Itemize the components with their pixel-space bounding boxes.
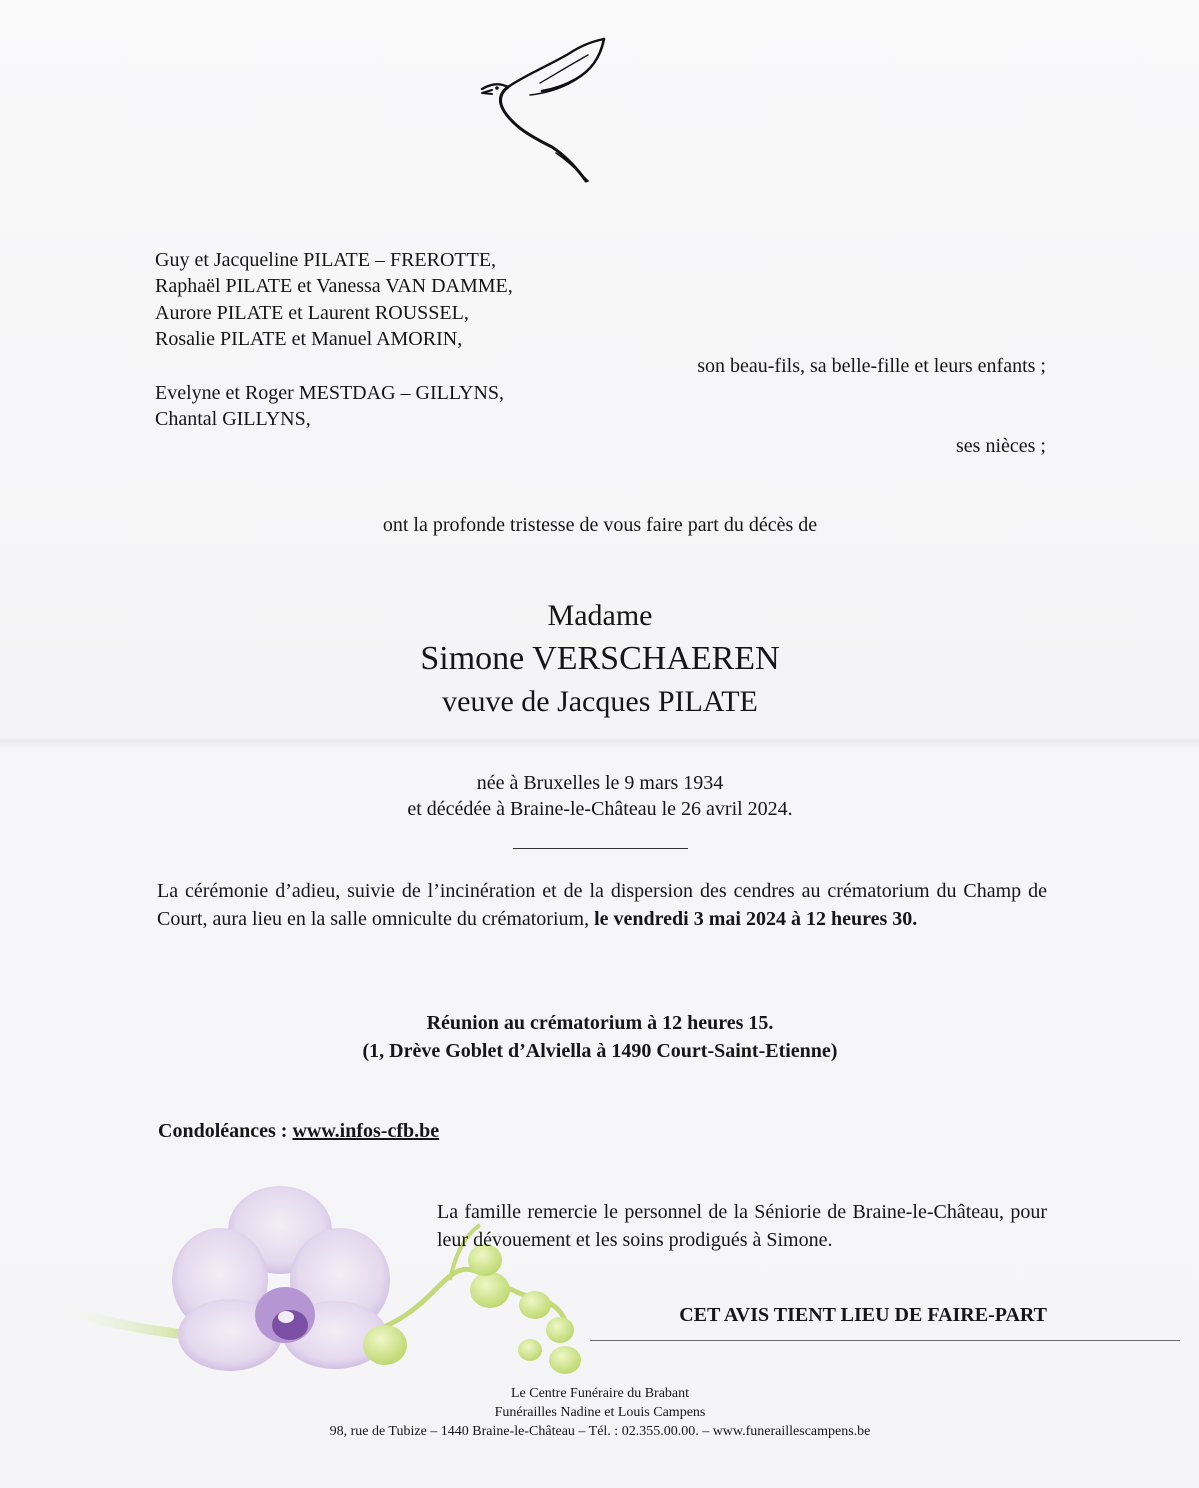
birth-info: née à Bruxelles le 9 mars 1934 bbox=[476, 772, 724, 794]
condolences-line bbox=[158, 1120, 439, 1143]
footer-names: Funérailles Nadine et Louis Campens bbox=[494, 1405, 706, 1420]
condolences-label: Condoléances : bbox=[158, 1120, 293, 1142]
family-member-line: Rosalie PILATE et Manuel AMORIN, bbox=[155, 328, 463, 350]
footer-contact: 98, rue de Tubize – 1440 Braine-le-Château – Tél. : 02.355.00.00. – www.funeraillescampens.be bbox=[329, 1424, 871, 1439]
family-relation-nieces: ses nièces ; bbox=[956, 435, 1046, 457]
footer-divider bbox=[590, 1340, 1180, 1341]
deceased-widow-of: veuve de Jacques PILATE bbox=[442, 685, 758, 718]
family-member-line: Chantal GILLYNS, bbox=[155, 408, 311, 430]
condolences-link[interactable]: www.infos-cfb.be bbox=[292, 1120, 440, 1142]
family-member-line: Guy et Jacqueline PILATE – FREROTTE, bbox=[155, 249, 497, 271]
family-member-line: Raphaël PILATE et Vanessa VAN DAMME, bbox=[155, 275, 513, 297]
deceased-name: Simone VERSCHAEREN bbox=[420, 640, 780, 677]
meeting-time: Réunion au crématorium à 12 heures 15. bbox=[426, 1012, 774, 1034]
deceased-title: Madame bbox=[547, 599, 653, 632]
meeting-address: (1, Drève Goblet d’Alviella à 1490 Court-Saint-Etienne) bbox=[362, 1040, 838, 1062]
dove-icon bbox=[470, 35, 620, 185]
ceremony-paragraph bbox=[157, 877, 1047, 933]
family-relation-children: son beau-fils, sa belle-fille et leurs enfants ; bbox=[697, 355, 1046, 377]
thanks-paragraph: La famille remercie le personnel de la Séniorie de Braine-le-Château, pour leur dévouement et les soins prodigués à Simone. bbox=[437, 1201, 1047, 1251]
announcement-text: ont la profonde tristesse de vous faire part du décès de bbox=[382, 514, 818, 536]
section-divider bbox=[513, 848, 688, 849]
death-info: et décédée à Braine-le-Château le 26 avril 2024. bbox=[407, 798, 793, 820]
footer-company: Le Centre Funéraire du Brabant bbox=[510, 1386, 690, 1401]
ceremony-date: le vendredi 3 mai 2024 à 12 heures 30. bbox=[594, 908, 918, 930]
family-member-line: Evelyne et Roger MESTDAG – GILLYNS, bbox=[155, 382, 505, 404]
family-member-line: Aurore PILATE et Laurent ROUSSEL, bbox=[155, 302, 469, 324]
notice-text: CET AVIS TIENT LIEU DE FAIRE-PART bbox=[679, 1304, 1047, 1326]
ceremony-text: La cérémonie d’adieu, suivie de l’incinération et de la dispersion des cendres au crématorium du Champ de Court, aura lieu en la salle omniculte du crématorium, bbox=[157, 880, 1047, 930]
